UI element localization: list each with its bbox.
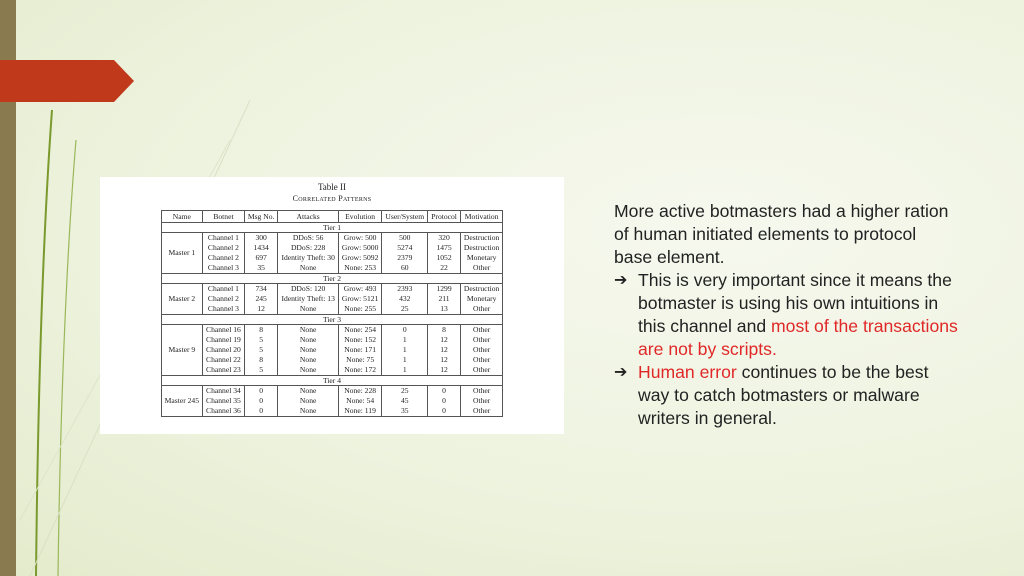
table-header-row — [161, 211, 503, 223]
cell-line: 1 — [402, 345, 407, 354]
cell-motivation — [460, 233, 502, 274]
cell-line: Destruction — [463, 243, 500, 252]
cell-line: 22 — [440, 263, 448, 272]
table-body — [161, 223, 503, 417]
header-user-system: User/System — [382, 211, 428, 223]
cell-line: 60 — [400, 263, 409, 272]
cell-line: 245 — [255, 294, 267, 303]
master-name: Master 245 — [161, 386, 202, 417]
header-protocol: Protocol — [428, 211, 461, 223]
cell-line: None — [299, 304, 317, 313]
cell-line: Monetary — [466, 253, 497, 262]
header-botnet: Botnet — [203, 211, 245, 223]
cell-line: Grow: 5000 — [341, 243, 379, 252]
bullet-1-highlight: most of the transactions are not by scripts. — [638, 316, 958, 359]
tier-label: Tier 4 — [161, 376, 503, 386]
cell-line: Channel 23 — [206, 365, 241, 374]
cell-line: Other — [472, 304, 491, 313]
tier-label: Tier 2 — [161, 274, 503, 284]
cell-line: Other — [472, 396, 491, 405]
red-arrow-tab — [0, 60, 134, 102]
cell-motivation — [460, 284, 502, 315]
cell-line: Other — [472, 365, 491, 374]
cell-line: 0 — [259, 386, 264, 395]
bullet-1 — [614, 269, 959, 361]
cell-line: None: 172 — [344, 365, 377, 374]
cell-line: 5 — [259, 345, 264, 354]
cell-botnet — [203, 325, 245, 376]
cell-line: Grow: 5121 — [341, 294, 379, 303]
cell-attacks — [278, 284, 338, 315]
cell-line: Other — [472, 406, 491, 415]
cell-motivation — [460, 325, 502, 376]
cell-line: 432 — [399, 294, 411, 303]
cell-line: 500 — [399, 233, 411, 242]
cell-line: 45 — [400, 396, 409, 405]
cell-line: 0 — [442, 396, 446, 405]
cell-line: Other — [472, 335, 491, 344]
tier-row — [161, 223, 503, 233]
cell-line: Channel 16 — [206, 325, 241, 334]
cell-line: 12 — [440, 355, 448, 364]
header-name: Name — [161, 211, 202, 223]
cell-line: None — [299, 325, 317, 334]
table-row — [161, 233, 503, 274]
cell-line: 0 — [442, 406, 446, 415]
bullet-2-highlight: Human error — [638, 362, 737, 382]
cell-line: None: 253 — [344, 263, 377, 272]
cell-line: Destruction — [463, 233, 500, 242]
cell-evolution — [338, 386, 382, 417]
green-curve-1 — [36, 110, 52, 576]
cell-line: 1 — [402, 335, 407, 344]
cell-line: DDoS: 120 — [290, 284, 326, 293]
cell-line: Identity Theft: 30 — [281, 253, 335, 262]
cell-line: 734 — [255, 284, 267, 293]
slide-text — [614, 200, 959, 430]
cell-line: 2379 — [397, 253, 413, 262]
cell-line: None — [299, 335, 317, 344]
cell-line: None — [299, 386, 317, 395]
cell-protocol — [428, 386, 461, 417]
cell-line: 5274 — [397, 243, 413, 252]
cell-line: Channel 2 — [207, 243, 239, 252]
cell-line: None — [299, 345, 317, 354]
cell-line: 5 — [259, 365, 264, 374]
cell-line: Channel 20 — [206, 345, 241, 354]
cell-msg-no — [244, 325, 278, 376]
cell-attacks — [278, 233, 338, 274]
cell-protocol — [428, 233, 461, 274]
tier-row — [161, 376, 503, 386]
cell-line: None: 254 — [344, 325, 377, 334]
cell-line: Grow: 500 — [343, 233, 377, 242]
cell-line: DDoS: 228 — [290, 243, 326, 252]
cell-line: 0 — [402, 325, 407, 334]
cell-attacks — [278, 325, 338, 376]
cell-line: 0 — [259, 396, 264, 405]
cell-evolution — [338, 233, 382, 274]
cell-line: 697 — [255, 253, 267, 262]
cell-line: None — [299, 263, 317, 272]
cell-user-system — [382, 233, 428, 274]
cell-line: None: 54 — [346, 396, 375, 405]
table-number: Table II — [317, 182, 347, 192]
cell-line: Channel 34 — [206, 386, 241, 395]
cell-msg-no — [244, 233, 278, 274]
cell-line: Other — [472, 263, 491, 272]
cell-line: 35 — [400, 406, 409, 415]
cell-protocol — [428, 284, 461, 315]
cell-line: DDoS: 56 — [292, 233, 324, 242]
cell-line: None: 255 — [344, 304, 377, 313]
cell-line: None: 228 — [344, 386, 377, 395]
cell-line: 211 — [438, 294, 450, 303]
cell-line: Channel 3 — [207, 304, 239, 313]
cell-line: 2393 — [397, 284, 413, 293]
table-caption — [100, 182, 564, 204]
correlated-patterns-table — [161, 210, 504, 417]
bullet-2 — [614, 361, 959, 430]
tier-row — [161, 274, 503, 284]
tier-label: Tier 1 — [161, 223, 503, 233]
table-row — [161, 284, 503, 315]
bullet-1-text: This is very important since it means the botmaster is using his own intuitions in this channel and — [638, 270, 952, 336]
cell-line: Channel 1 — [207, 233, 239, 242]
cell-line: 1475 — [436, 243, 452, 252]
cell-line: 0 — [442, 386, 446, 395]
cell-evolution — [338, 284, 382, 315]
cell-user-system — [382, 325, 428, 376]
table-row — [161, 325, 503, 376]
header-motivation: Motivation — [460, 211, 502, 223]
cell-msg-no — [244, 284, 278, 315]
cell-line: Destruction — [463, 284, 500, 293]
cell-line: Channel 3 — [207, 263, 239, 272]
table-row — [161, 386, 503, 417]
cell-line: 25 — [400, 386, 409, 395]
header-evolution: Evolution — [338, 211, 382, 223]
cell-line: Grow: 5092 — [341, 253, 379, 262]
cell-line: 8 — [259, 325, 264, 334]
cell-line: Other — [472, 355, 491, 364]
cell-line: None: 152 — [344, 335, 377, 344]
cell-line: 1 — [402, 365, 407, 374]
cell-line: Channel 36 — [206, 406, 241, 415]
cell-line: Monetary — [466, 294, 497, 303]
table-title: Correlated Patterns — [292, 194, 372, 203]
cell-line: 0 — [259, 406, 264, 415]
cell-botnet — [203, 284, 245, 315]
cell-line: Channel 19 — [206, 335, 241, 344]
cell-line: Channel 35 — [206, 396, 241, 405]
cell-attacks — [278, 386, 338, 417]
bullet-2-text: continues to be the best way to catch botmasters or malware writers in general. — [638, 362, 929, 428]
tier-row — [161, 315, 503, 325]
cell-line: 1 — [402, 355, 407, 364]
header-msg-no: Msg No. — [244, 211, 278, 223]
cell-botnet — [203, 233, 245, 274]
cell-line: None: 119 — [344, 406, 376, 415]
cell-line: Channel 2 — [207, 294, 239, 303]
cell-line: 1299 — [436, 284, 452, 293]
cell-user-system — [382, 284, 428, 315]
cell-line: Other — [472, 325, 491, 334]
cell-line: 1052 — [436, 253, 452, 262]
master-name: Master 9 — [161, 325, 202, 376]
cell-line: 320 — [438, 233, 450, 242]
cell-evolution — [338, 325, 382, 376]
intro-text: More active botmasters had a higher ration of human initiated elements to protocol base element. — [614, 201, 949, 267]
cell-line: 12 — [440, 345, 448, 354]
cell-protocol — [428, 325, 461, 376]
arrow-icon: ➔ — [614, 272, 628, 289]
cell-line: 12 — [440, 335, 448, 344]
cell-line: 25 — [400, 304, 409, 313]
cell-line: Channel 1 — [207, 284, 239, 293]
cell-line: Channel 22 — [206, 355, 241, 364]
cell-line: 13 — [440, 304, 448, 313]
table-image — [100, 177, 564, 434]
cell-motivation — [460, 386, 502, 417]
cell-line: 5 — [259, 335, 264, 344]
cell-line: None — [299, 355, 317, 364]
master-name: Master 1 — [161, 233, 202, 274]
cell-line: Other — [472, 345, 491, 354]
cell-line: None — [299, 396, 317, 405]
cell-line: Grow: 493 — [343, 284, 377, 293]
cell-line: None: 171 — [344, 345, 377, 354]
cell-line: Identity Theft: 13 — [281, 294, 335, 303]
cell-line: 1434 — [253, 243, 269, 252]
cell-line: 8 — [442, 325, 446, 334]
master-name: Master 2 — [161, 284, 202, 315]
cell-line: Channel 2 — [207, 253, 239, 262]
header-attacks: Attacks — [278, 211, 338, 223]
cell-line: 12 — [440, 365, 448, 374]
arrow-icon: ➔ — [614, 364, 628, 381]
cell-msg-no — [244, 386, 278, 417]
cell-botnet — [203, 386, 245, 417]
cell-line: 35 — [257, 263, 265, 272]
cell-line: Other — [472, 386, 491, 395]
cell-user-system — [382, 386, 428, 417]
tier-label: Tier 3 — [161, 315, 503, 325]
cell-line: 300 — [255, 233, 267, 242]
cell-line: None — [299, 406, 317, 415]
cell-line: 8 — [259, 355, 264, 364]
cell-line: None — [299, 365, 317, 374]
cell-line: 12 — [257, 304, 265, 313]
cell-line: None: 75 — [346, 355, 375, 364]
